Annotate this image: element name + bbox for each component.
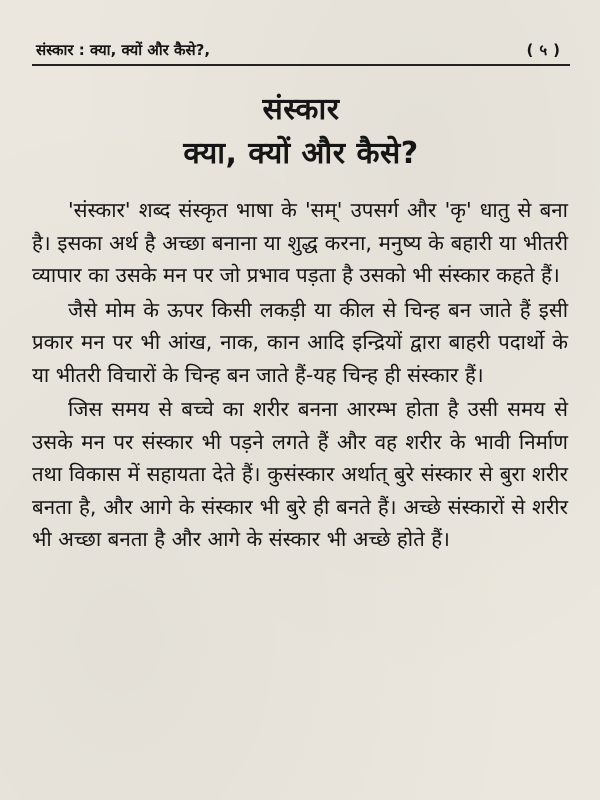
chapter-title-line-2: क्या, क्यों और कैसे?: [183, 136, 419, 171]
running-header: [32, 40, 570, 62]
body-text: [32, 194, 570, 556]
paragraph: जैसे मोम के ऊपर किसी लकड़ी या कील से चिन्ह बन जाते हैं इसी प्रकार मन पर भी आंख, नाक, कान आदि इन्द्रियों द्वारा बाहरी पदार्थो के या भीतरी विचारों के चिन्ह बन जाते हैं-यह चिन्ह ही संस्कार हैं।: [32, 297, 568, 387]
paragraph: जिस समय से बच्चे का शरीर बनना आरम्भ होता है उसी समय से उसके मन पर संस्कार भी पड़ने लगते हैं और वह शरीर के भावी निर्माण तथा विकास में सहायता देते हैं। कुसंस्कार अर्थात् बुरे संस्कार से बुरा शरीर बनता है, और आगे के संस्कार भी बुरे ही बनते हैं। अच्छे संस्कारों से शरीर भी अच्छा बनता है और आगे के संस्कार भी अच्छे होते हैं।: [32, 397, 568, 551]
chapter-title-line-1: संस्कार: [262, 92, 340, 127]
header-rule: [32, 64, 570, 66]
paragraph: 'संस्कार' शब्द संस्कृत भाषा के 'सम्' उपसर्ग और 'कृ' धातु से बना है। इसका अर्थ है अच्छा बनाना या शुद्ध करना, मनुष्य के बहारी या भीतरी व्यापार का उसके मन पर जो प्रभाव पड़ता है उसको भी संस्कार कहते हैं।: [32, 198, 568, 287]
running-title: संस्कार : क्या, क्यों और कैसे?,: [36, 41, 211, 59]
chapter-title: [32, 88, 570, 176]
page-number: (५): [526, 41, 566, 59]
